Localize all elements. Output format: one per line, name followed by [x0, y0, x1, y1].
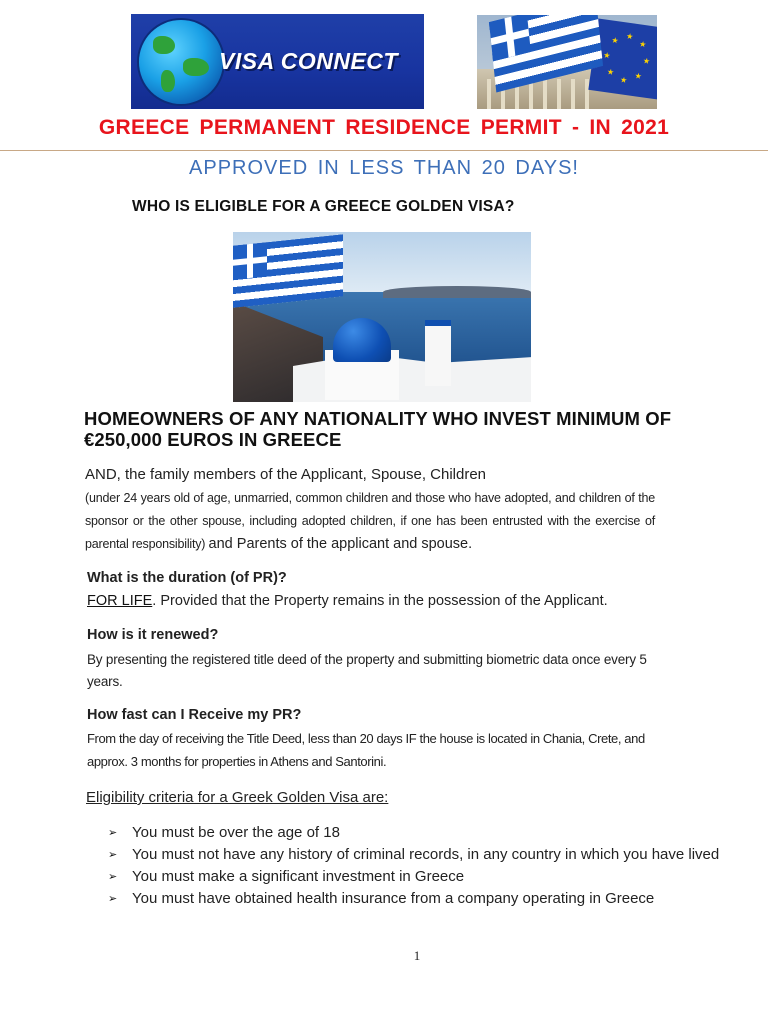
homeowners-heading: HOMEOWNERS OF ANY NATIONALITY WHO INVEST MINIMUM OF €250,000 EUROS IN GREECE — [84, 408, 672, 450]
arrow-bullet-icon: ➢ — [108, 892, 118, 905]
bell-tower — [425, 320, 451, 386]
criteria-item-text: You must not have any history of criminal records, in any country in which you have lived — [132, 845, 720, 863]
arrow-bullet-icon: ➢ — [108, 848, 118, 861]
family-members-line: AND, the family members of the Applicant, Spouse, Children — [85, 466, 487, 483]
santorini-photo — [233, 232, 531, 402]
family-details-paragraph — [85, 487, 655, 556]
family-details-text: (under 24 years old of age, unmarried, common children and those who have adopted, and children of the sponsor or the other spouse, including adopted children, if one has been entrusted with the exercise of parental responsibility) — [85, 491, 655, 551]
faq-duration-question: What is the duration (of PR)? — [87, 570, 287, 586]
faq-renewal-answer: By presenting the registered title deed of the property and submitting biometric data once every 5 years. — [87, 652, 647, 689]
page-title: GREECE PERMANENT RESIDENCE PERMIT - IN 2021 — [98, 116, 670, 139]
divider — [0, 150, 768, 151]
list-item — [108, 887, 719, 909]
greek-flag-icon — [233, 234, 343, 308]
faq-duration-answer-text: . Provided that the Property remains in the possession of the Applicant. — [152, 593, 608, 609]
eu-flag-icon: ★ ★ ★ ★ ★ ★ ★ ★ — [588, 18, 657, 99]
criteria-item-text: You must be over the age of 18 — [132, 823, 340, 841]
list-item — [108, 821, 719, 843]
greek-eu-flags-photo — [477, 15, 657, 109]
family-details-tail: and Parents of the applicant and spouse. — [208, 536, 473, 552]
faq-speed-answer: From the day of receiving the Title Deed, less than 20 days IF the house is located in Chania, Crete, and approx. 3 months for properties in Athens and Santorini. — [87, 731, 645, 769]
for-life-text: FOR LIFE — [87, 593, 153, 609]
criteria-heading: Eligibility criteria for a Greek Golden Visa are: — [86, 789, 389, 806]
list-item — [108, 865, 719, 887]
page-subtitle: APPROVED IN LESS THAN 20 DAYS! — [189, 157, 579, 179]
faq-duration-answer — [87, 593, 608, 609]
criteria-item-text: You must make a significant investment in Greece — [132, 867, 465, 885]
criteria-item-text: You must have obtained health insurance from a company operating in Greece — [132, 889, 655, 907]
arrow-bullet-icon: ➢ — [108, 870, 118, 883]
visa-connect-logo — [131, 14, 424, 109]
page-number: 1 — [413, 948, 421, 963]
criteria-list — [108, 821, 719, 909]
eligibility-question: WHO IS ELIGIBLE FOR A GREECE GOLDEN VISA? — [132, 198, 515, 215]
faq-speed-question: How fast can I Receive my PR? — [87, 707, 302, 723]
logo-text: VISA CONNECT — [219, 48, 398, 74]
faq-renewal-question: How is it renewed? — [87, 627, 219, 643]
globe-icon — [139, 20, 223, 104]
list-item — [108, 843, 719, 865]
arrow-bullet-icon: ➢ — [108, 826, 118, 839]
